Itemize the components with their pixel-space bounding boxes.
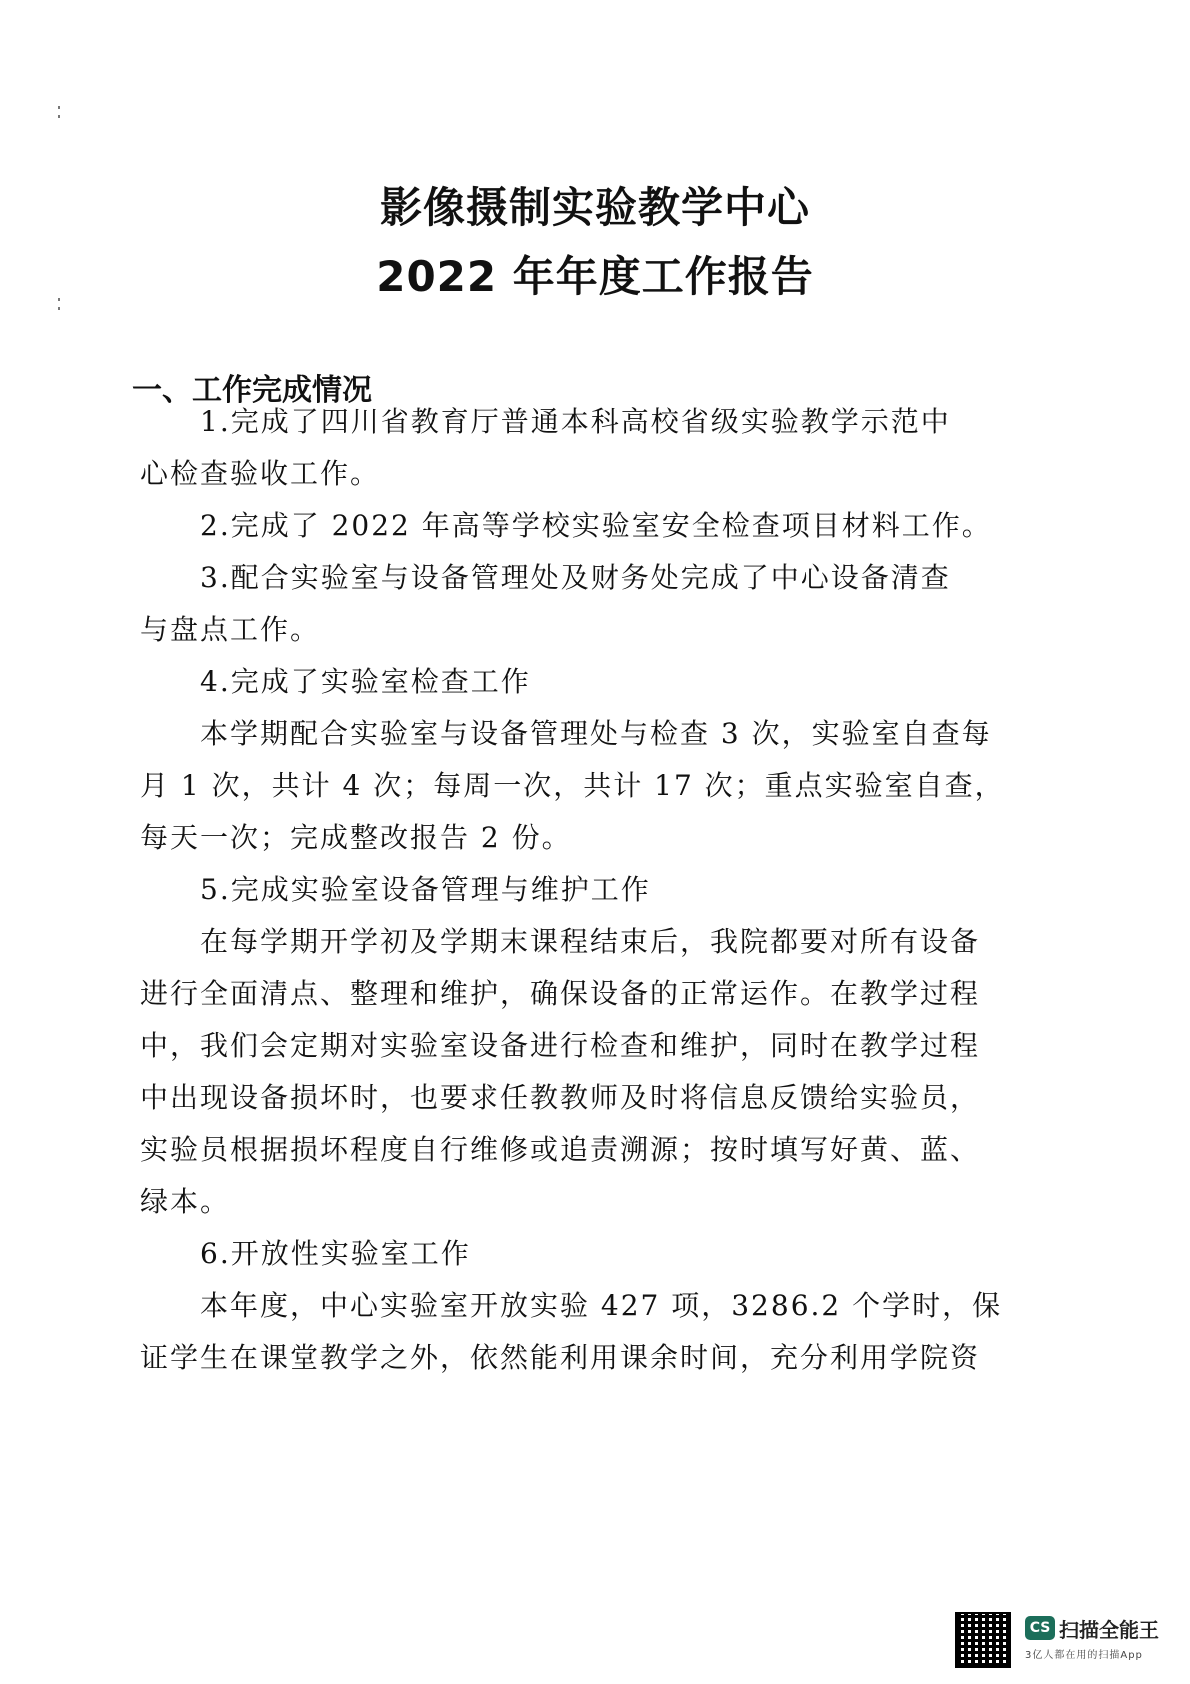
watermark-tagline: 3亿人都在用的扫描App [1025,1650,1143,1661]
paragraph-line: 证学生在课堂教学之外，依然能利用课余时间，充分利用学院资 [140,1341,981,1374]
paragraph-line: 进行全面清点、整理和维护，确保设备的正常运作。在教学过程 [140,977,981,1010]
watermark-app-name: 扫描全能王 [1059,1618,1159,1642]
scan-edge-marks [58,100,62,124]
paragraph-line: 月 1 次，共计 4 次；每周一次，共计 17 次；重点实验室自查， [140,769,1005,802]
paragraph-line: 2.完成了 2022 年高等学校实验室安全检查项目材料工作。 [200,509,992,542]
paragraph-line: 实验员根据损坏程度自行维修或追责溯源；按时填写好黄、蓝、 [140,1133,981,1166]
paragraph-line: 中，我们会定期对实验室设备进行检查和维护，同时在教学过程 [140,1029,981,1062]
scanner-watermark [955,1612,1165,1672]
paragraph-line: 中出现设备损坏时，也要求任教教师及时将信息反馈给实验员， [140,1081,981,1114]
paragraph-line: 绿本。 [140,1185,231,1218]
paragraph-line: 心检查验收工作。 [140,457,381,490]
paragraph-line: 1.完成了四川省教育厅普通本科高校省级实验教学示范中 [200,405,951,438]
qr-code-icon [955,1612,1011,1668]
paragraph-line: 5.完成实验室设备管理与维护工作 [200,873,651,906]
paragraph-line: 本学期配合实验室与设备管理处与检查 3 次，实验室自查每 [200,717,992,750]
paragraph-line: 每天一次；完成整改报告 2 份。 [140,821,572,854]
paragraph-line: 4.完成了实验室检查工作 [200,665,531,698]
paragraph-line: 在每学期开学初及学期末课程结束后，我院都要对所有设备 [200,925,981,958]
paragraph-line: 6.开放性实验室工作 [200,1237,471,1270]
paragraph-line: 3.配合实验室与设备管理处及财务处完成了中心设备清查 [200,561,951,594]
camscanner-logo-icon: CS [1025,1616,1055,1640]
paragraph-line: 本年度，中心实验室开放实验 427 项，3286.2 个学时，保 [200,1289,1003,1322]
document-subtitle: 2022 年年度工作报告 [376,252,814,301]
document-title: 影像摄制实验教学中心 [379,183,810,232]
section-heading: 一、工作完成情况 [132,373,372,408]
paragraph-line: 与盘点工作。 [140,613,321,646]
